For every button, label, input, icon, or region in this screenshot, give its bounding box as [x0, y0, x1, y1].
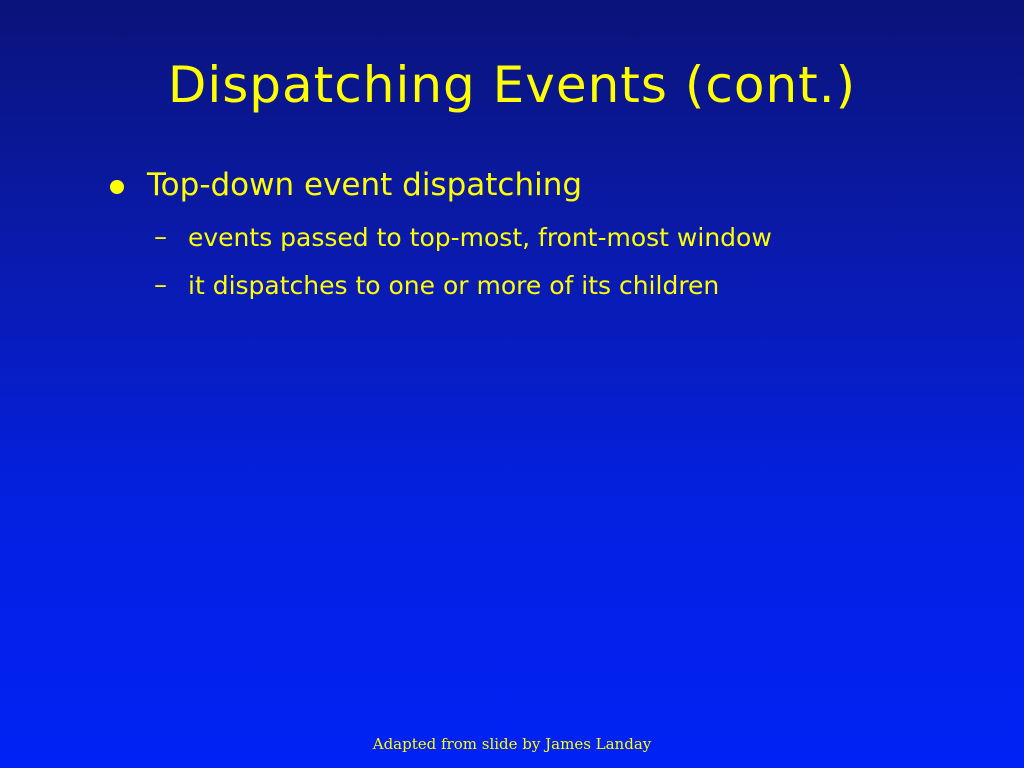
slide-footer: Adapted from slide by James Landay	[372, 735, 652, 753]
sub-bullet-item	[154, 219, 772, 255]
bullet-item	[110, 163, 582, 207]
dash-marker: –	[154, 270, 167, 300]
bullet-dot-icon	[110, 180, 124, 194]
dash-marker: –	[154, 222, 167, 252]
sub-bullet-item	[154, 267, 719, 303]
sub-bullet-text: events passed to top-most, front-most window	[188, 222, 772, 252]
slide-title: Dispatching Events (cont.)	[167, 56, 857, 114]
sub-bullet-text: it dispatches to one or more of its children	[188, 270, 720, 300]
bullet-text: Top-down event dispatching	[147, 167, 583, 203]
